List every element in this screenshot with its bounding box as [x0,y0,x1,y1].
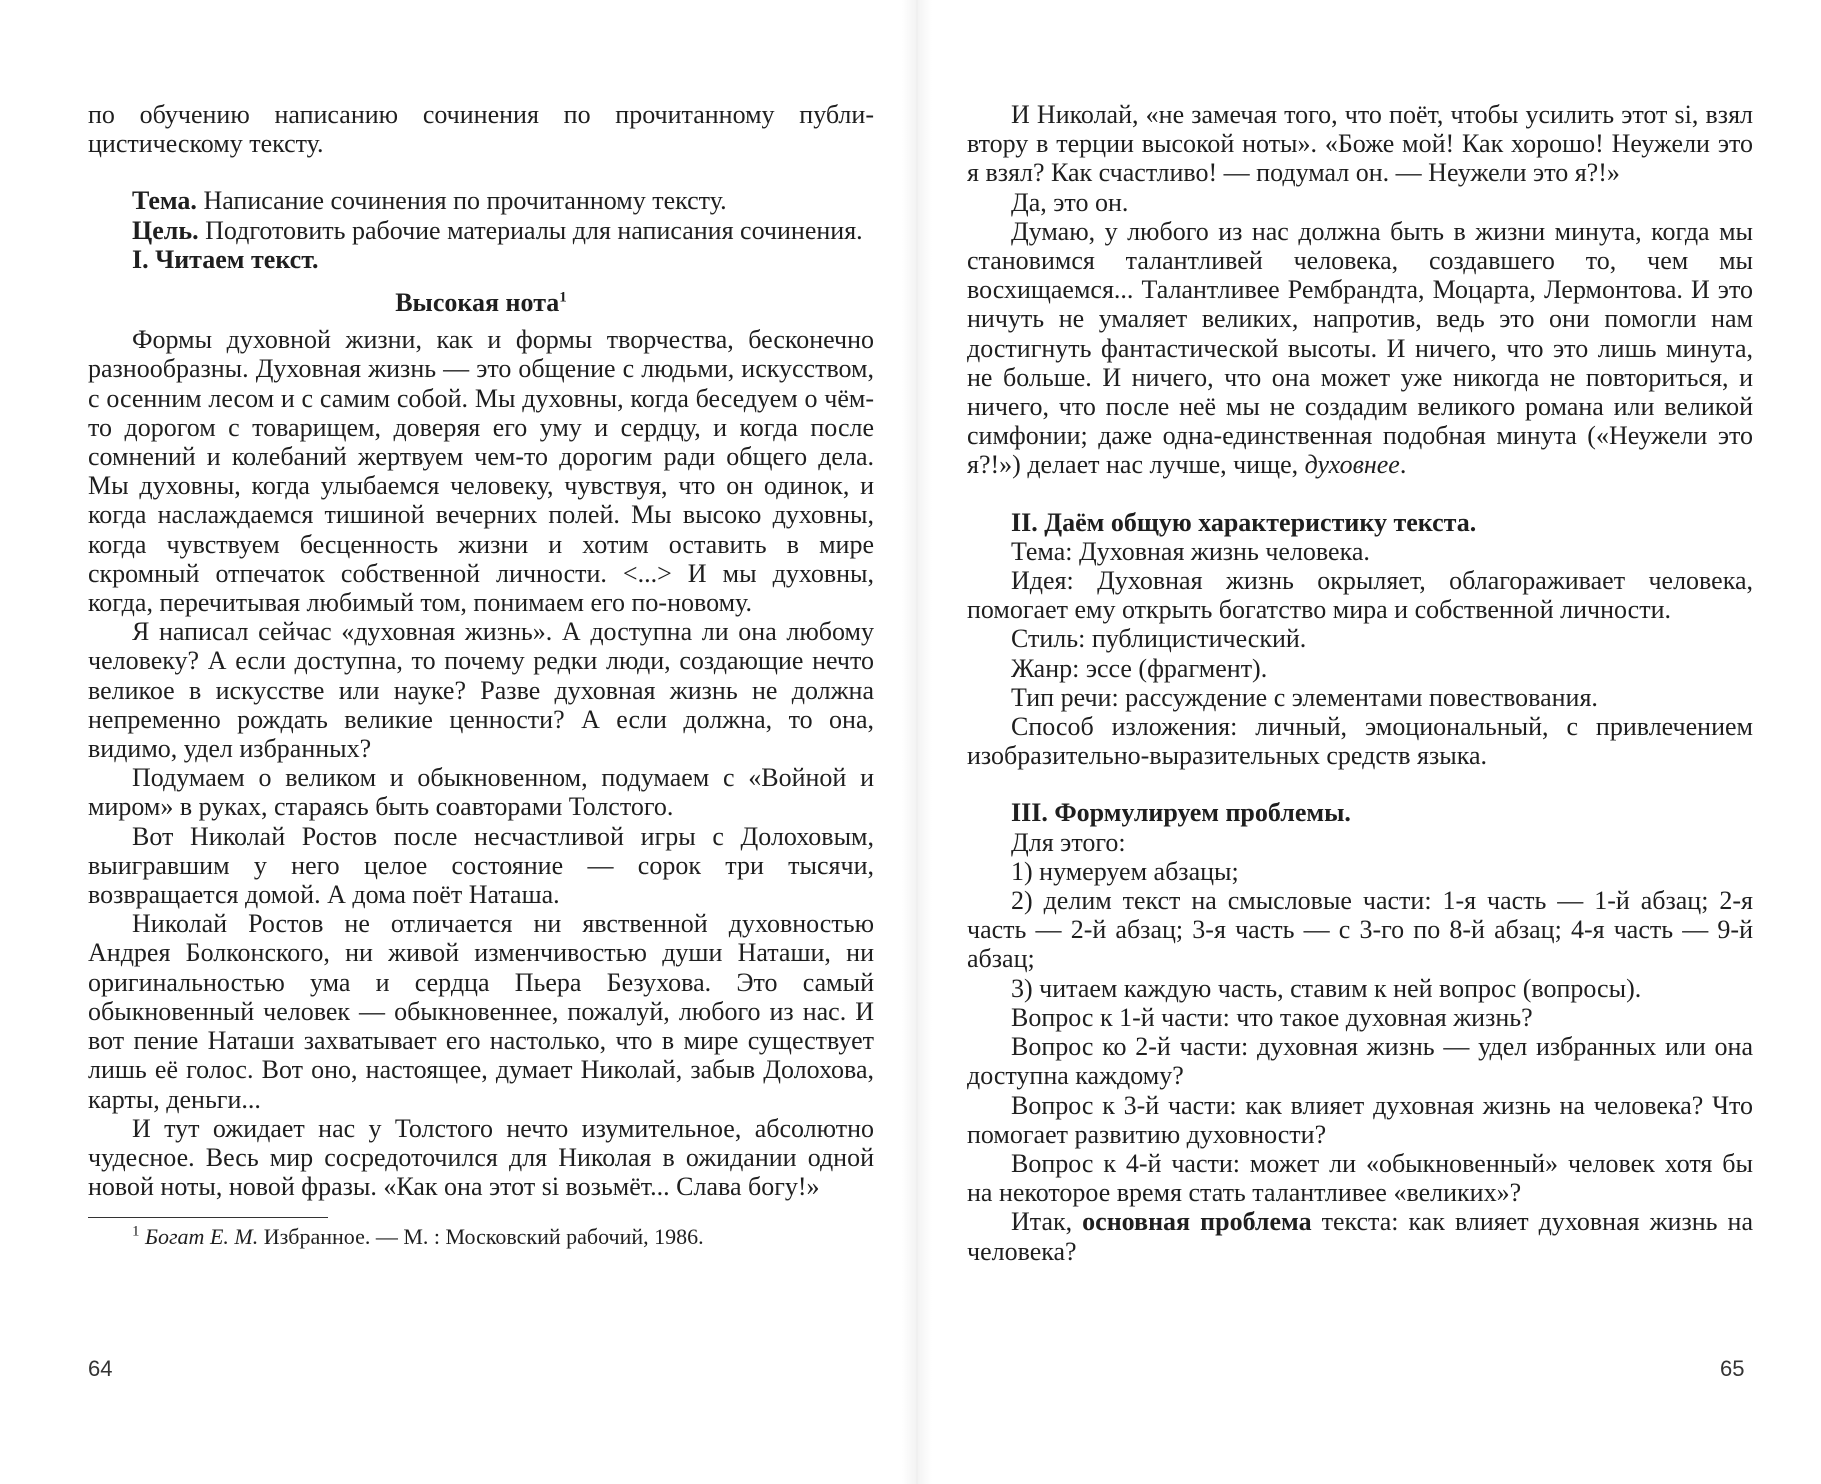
section-heading-3 [967,798,1753,827]
step-line: Для этого: [1011,827,1126,857]
essay-paragraph: И Николай, «не замечая того, что поёт, чтобы усилить этот si, взял втору в терции высокой ноты». «Боже мой! Как хорошо! Неужели это я взял? Как счастливо! — подумал он. — Неужели это я?!» [967,100,1753,188]
step-line: Вопрос к 1-й части: что такое духовная жизнь? [1011,1002,1533,1032]
conclusion-bold: основная проблема [1082,1207,1312,1237]
topic-line [88,186,874,215]
topic-label: Тема. [132,186,197,216]
goal-text: Подготовить рабочие материалы для написания сочинения. [198,215,863,245]
characteristic-line: Тема: Духовная жизнь человека. [1011,536,1370,566]
step-line: Вопрос ко 2-й части: духовная жизнь — удел избранных или она доступна каждому? [967,1032,1753,1091]
conclusion-line [967,1207,1753,1265]
essay-paragraph: И тут ожидает нас у Толстого нечто изумительное, абсолютно чудесное. Весь мир сосредоточился для Николая в ожидании одной новой ноты, новой фразы. «Как она этот si возьмёт... Слава богу!» [88,1113,874,1202]
essay-paragraph: Подумаем о великом и обыкновенном, подумаем с «Войной и миром» в руках, стараясь быть соавторами Толстого. [88,763,874,822]
essay-paragraph: Я написал сейчас «духовная жизнь». А доступна ли она любому человеку? А если доступна, то почему редки люди, создающие нечто великое в искусстве или науке? Разве духовная жизнь не должна непременно рождать великие ценности? А если должна, то она, видимо, удел избранных? [88,617,874,764]
intro-text: по обучению написанию сочинения по прочитанному публицистическому тексту. [88,100,874,159]
left-page [88,100,874,1250]
page-number-right: 65 [1720,1356,1745,1381]
footnote-text: Избранное. — М. : Московский рабочий, 1986. [258,1224,704,1250]
footnote-divider [88,1217,328,1218]
section-heading-1 [88,245,874,274]
section-heading-3-text: III. Формулируем проблемы. [1011,798,1351,828]
step-line: 3) читаем каждую часть, ставим к ней вопрос (вопросы). [1011,973,1642,1003]
step-line: Вопрос к 4-й части: может ли «обыкновенный» человек хотя бы на некоторое время стать талантливее «великих»? [967,1148,1753,1208]
footnote-number: 1 [132,1223,140,1240]
essay-paragraph [967,217,1753,480]
italic-word: духовнее [1304,450,1400,480]
section-heading-2-text: II. Даём общую характеристику текста. [1011,507,1477,537]
right-page [967,100,1753,1266]
book-gutter [902,0,932,1484]
section-heading-1-text: I. Читаем текст. [132,244,319,274]
topic-text: Написание сочинения по прочитанному тексту. [196,186,727,216]
essay-paragraph: Вот Николай Ростов после несчастливой игры с Долоховым, выигравшим у него целое состояние — сорок три тысячи, возвращается домой. А дома поёт Наташа. [88,821,874,910]
essay-paragraph: Формы духовной жизни, как и формы творчества, бесконечно разнообразны. Духовная жизнь — это общение с людьми, искусством, с осенним лесом и с самим собой. Мы духовны, когда беседуем о чём-то дорогом с товарищем, доверяя его уму и сердцу, и когда после сомнений и колебаний жертвуем чем-то дорогим ради общего дела. Мы духовны, когда улыбаемся человеку, чувствуя, что он одинок, и когда наслаждаемся тишиной вечерних полей. Мы высоко духовны, когда чувствуем бесценность жизни и хотим оставить в мире скромный отпечаток собственной личности. <...> И мы духовны, когда, перечитывая любимый том, понимаем его по-новому. [88,325,874,618]
section-heading-2 [967,508,1753,537]
essay-paragraph: Да, это он. [1011,187,1129,217]
step-line: Вопрос к 3-й части: как влияет духовная жизнь на человека? Что помогает развитию духовности? [967,1090,1753,1149]
essay-paragraph: Николай Ростов не отличается ни явственной духовностью Андрея Болконского, ни живой изменчивостью души Наташи, ни оригинальностью ума и сердца Пьера Безухова. Это самый обыкновенный человек — обыкновеннее, пожалуй, любого из нас. И вот пение Наташи захватывает его настолько, что в мире существует лишь её голос. Вот оно, настоящее, думает Николай, забыв Долохова, карты, деньги... [88,909,874,1114]
footnote [88,1224,874,1250]
characteristic-line: Стиль: публицистический. [1011,624,1307,654]
page-number-left: 64 [88,1356,113,1381]
step-line: 1) нумеруем абзацы; [1011,856,1239,886]
characteristic-line: Способ изложения: личный, эмоциональный, с привлечением изобразительно-выразительных средств языка. [967,712,1753,771]
characteristic-line: Жанр: эссе (фрагмент). [1011,653,1268,683]
goal-label: Цель. [132,215,199,245]
period: . [1399,450,1407,480]
essay-paragraph-text: Думаю, у любого из нас должна быть в жизни минута, когда мы становимся талантливей человека, создавшего то, чем мы восхищаемся... Талантливее Рембрандта, Моцарта, Лермонтова. И это ничуть не умаляет великих, напротив, ведь это они помогли нам достигнуть фантастической высоты. И ничего, что это лишь минута, не больше. И ничего, что она может уже никогда не повториться, и ничего, что после неё мы не создадим великого романа или великой симфонии; даже одна-единственная подобная минута («Неужели это я?!») делает нас лучше, чище, [967,216,1753,480]
characteristic-line: Тип речи: рассуждение с элементами повествования. [1011,682,1598,712]
essay-title-text: Высокая нота [395,288,560,318]
conclusion-start: Итак, [1011,1207,1083,1237]
characteristic-line: Идея: Духовная жизнь окрыляет, облагораживает человека, помогает ему открыть богатство мира и собственной личности. [967,566,1753,625]
goal-line [88,216,874,245]
footnote-marker: 1 [559,289,567,306]
footnote-author: Богат Е. М. [145,1224,259,1250]
step-line: 2) делим текст на смысловые части: 1-я часть — 1-й абзац; 2-я часть — 2-й абзац; 3-я часть — с 3-го по 8-й абзац; 4-я часть — 9-й абзац; [967,886,1753,974]
conclusion-end: текста: как влияет духовная жизнь на человека? [967,1207,1753,1266]
essay-title [88,288,874,317]
